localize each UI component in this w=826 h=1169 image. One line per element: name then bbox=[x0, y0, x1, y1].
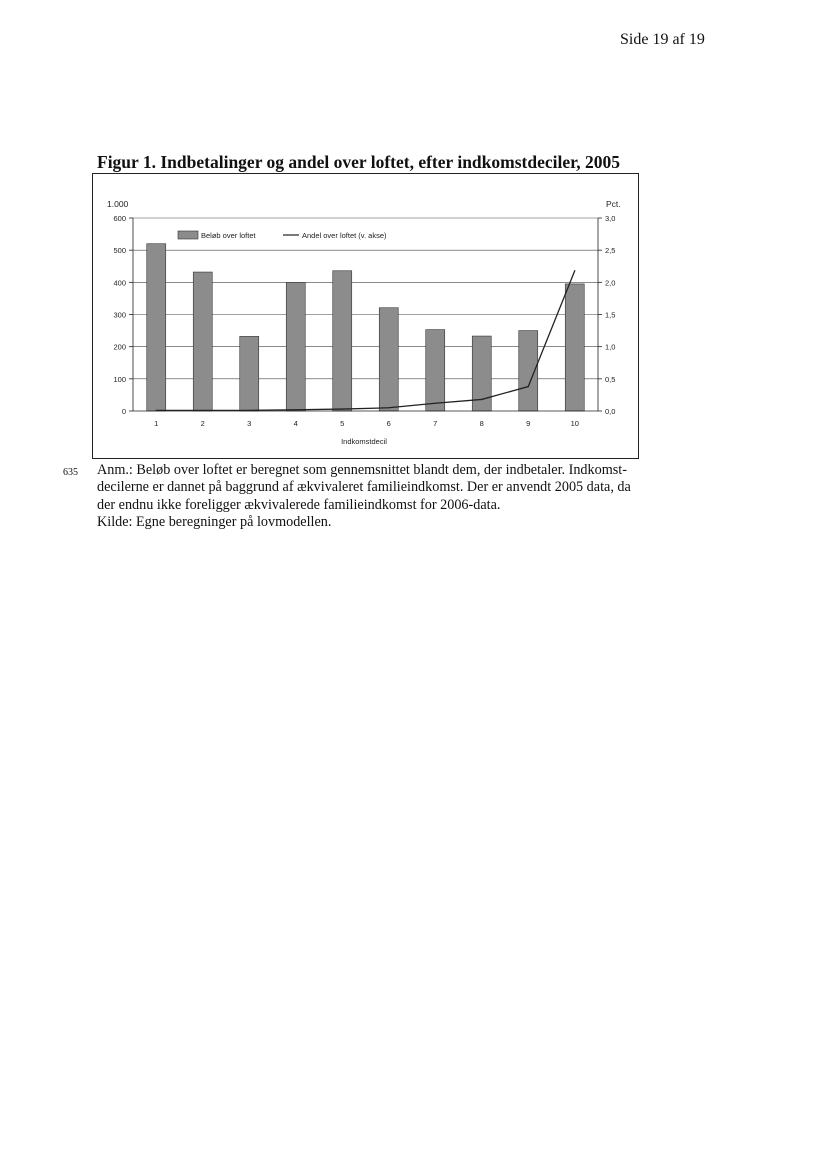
bar bbox=[286, 282, 305, 411]
bar bbox=[333, 271, 352, 411]
figure-title: Figur 1. Indbetalinger og andel over loftet, efter indkomstdeciler, 2005 bbox=[97, 152, 621, 172]
bar bbox=[379, 308, 398, 411]
figure-notes bbox=[97, 462, 642, 531]
line-point bbox=[295, 409, 296, 410]
legend-swatch-bars bbox=[178, 231, 198, 239]
chart-frame bbox=[92, 173, 639, 459]
left-axis-unit: 1.000 bbox=[107, 199, 129, 209]
y2-tick-label: 0,5 bbox=[605, 374, 616, 384]
source-line: Kilde: Egne beregninger på lovmodellen. bbox=[97, 513, 332, 530]
bar-line-chart bbox=[93, 174, 640, 460]
bar bbox=[426, 330, 445, 411]
y-tick-label: 600 bbox=[113, 214, 126, 223]
line-point bbox=[342, 408, 343, 409]
bar bbox=[565, 284, 584, 411]
line-point bbox=[435, 403, 436, 404]
y-tick-label: 100 bbox=[113, 374, 126, 384]
line-point bbox=[528, 386, 529, 387]
x-axis-label: Indkomstdecil bbox=[341, 437, 387, 446]
line-number: 635 bbox=[63, 467, 78, 478]
y2-tick-label: 1,5 bbox=[605, 310, 616, 320]
x-tick-label: 7 bbox=[433, 419, 438, 428]
bars-layer bbox=[147, 244, 585, 411]
share-line bbox=[156, 271, 575, 411]
line-point bbox=[481, 399, 482, 400]
y-tick-label: 200 bbox=[113, 342, 126, 352]
x-tick-label: 5 bbox=[340, 419, 345, 428]
y2-tick-label: 1,0 bbox=[605, 342, 616, 352]
right-axis-unit: Pct. bbox=[606, 199, 621, 209]
x-tick-label: 2 bbox=[200, 419, 205, 428]
note-line: Anm.: Beløb over loftet er beregnet som gennemsnittet blandt dem, der indbetaler. Indkomst- bbox=[97, 462, 627, 478]
y-tick-label: 0 bbox=[121, 407, 126, 416]
line-point bbox=[574, 270, 575, 271]
line-point bbox=[388, 407, 389, 408]
x-tick-label: 10 bbox=[570, 419, 579, 428]
legend-label-bars: Beløb over loftet bbox=[201, 231, 256, 240]
page-number: Side 19 af 19 bbox=[620, 31, 705, 48]
note-line: decilerne er dannet på baggrund af ækvivaleret familieindkomst. Der er anvendt 2005 data, da bbox=[97, 479, 631, 496]
bar bbox=[147, 244, 166, 411]
x-tick-label: 1 bbox=[154, 419, 159, 428]
bar bbox=[193, 272, 212, 411]
x-tick-label: 6 bbox=[386, 419, 391, 428]
y-tick-label: 300 bbox=[113, 310, 126, 320]
bar bbox=[240, 336, 259, 411]
y2-tick-label: 2,5 bbox=[605, 246, 616, 256]
x-tick-label: 8 bbox=[479, 419, 484, 428]
x-tick-label: 9 bbox=[526, 419, 531, 428]
y2-tick-label: 3,0 bbox=[605, 214, 616, 223]
legend bbox=[178, 231, 387, 240]
y2-tick-label: 2,0 bbox=[605, 278, 616, 288]
y-tick-label: 500 bbox=[113, 246, 126, 256]
x-tick-label: 4 bbox=[293, 419, 298, 428]
y-tick-label: 400 bbox=[113, 278, 126, 288]
note-line: der endnu ikke foreligger ækvivalerede familieindkomst for 2006-data. bbox=[97, 496, 501, 513]
line-layer bbox=[156, 270, 576, 411]
axes-layer bbox=[113, 214, 615, 428]
legend-label-line: Andel over loftet (v. akse) bbox=[302, 231, 387, 240]
y2-tick-label: 0,0 bbox=[605, 407, 616, 416]
x-tick-label: 3 bbox=[247, 419, 252, 428]
